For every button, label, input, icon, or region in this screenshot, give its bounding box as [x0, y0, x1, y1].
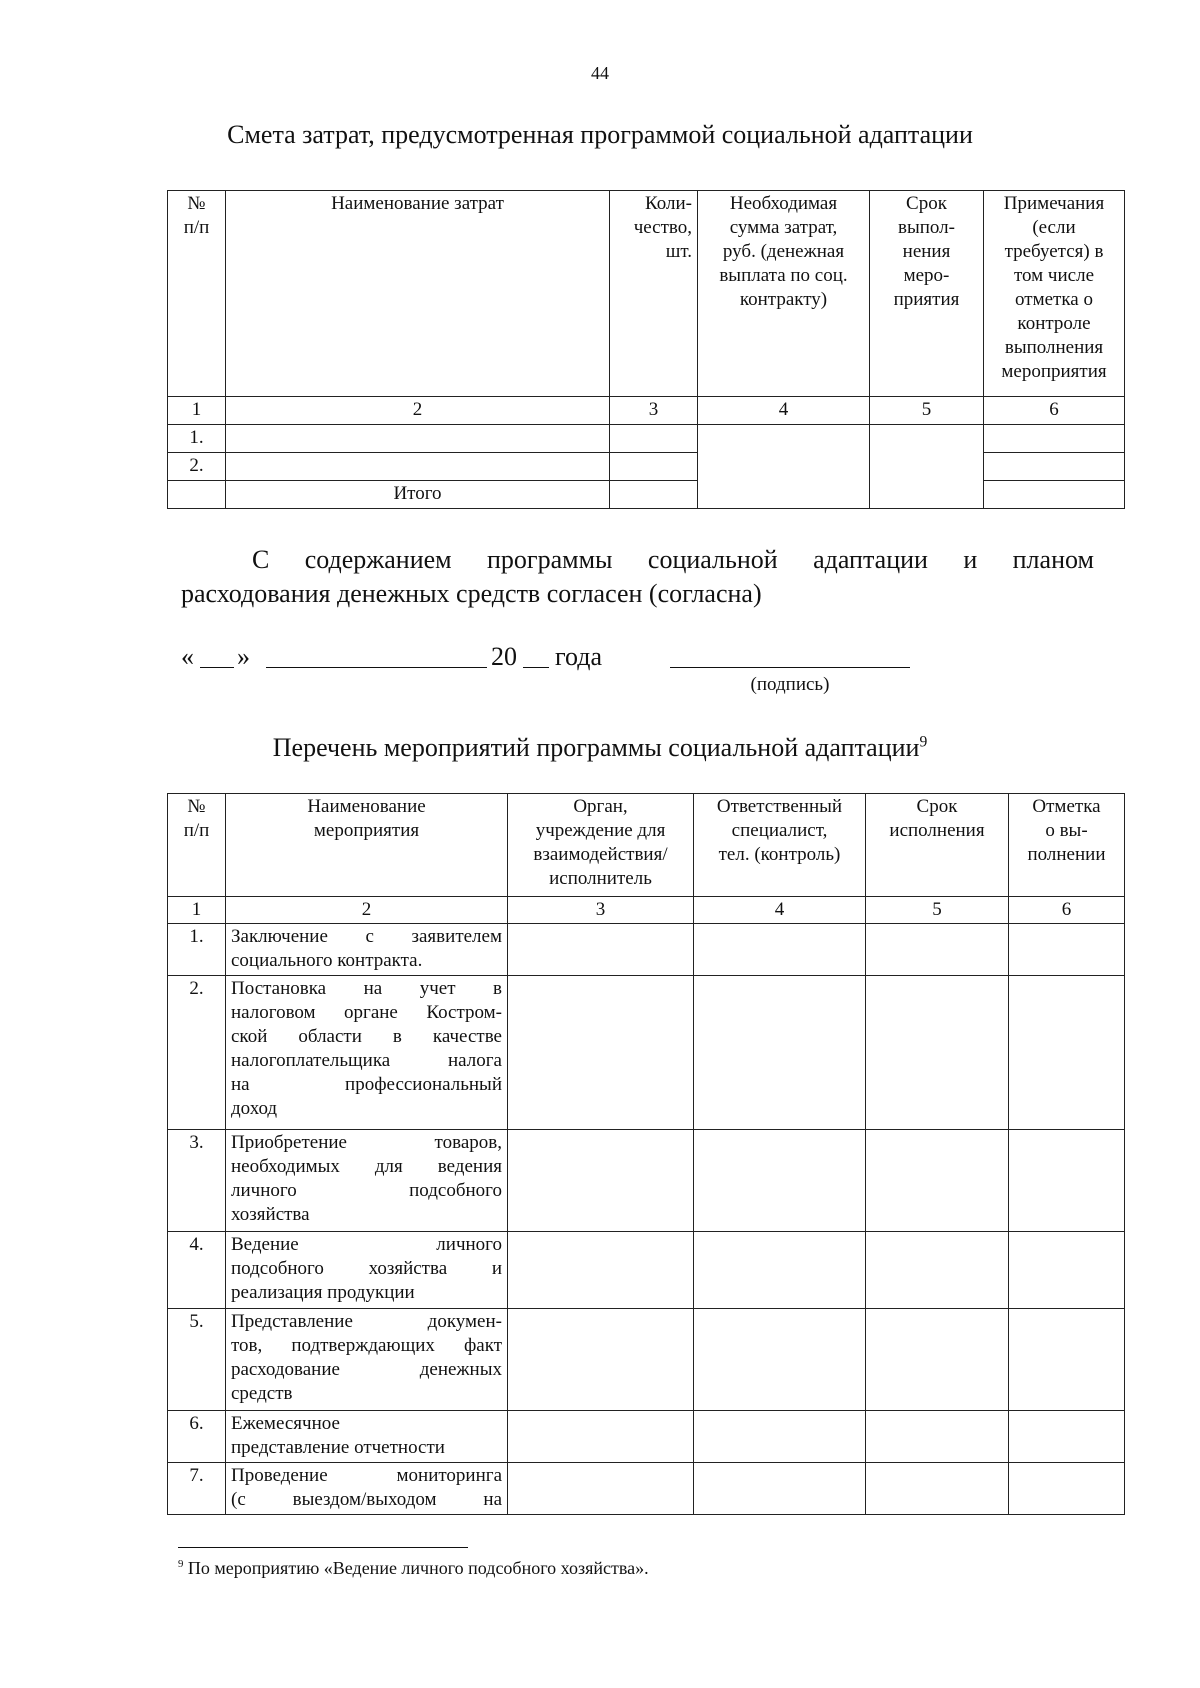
table-cell: [694, 1232, 866, 1309]
table-cell: [610, 425, 698, 453]
activity-name: Приобретение товаров, необходимых для ведения личного подсобного хозяйства: [226, 1130, 508, 1232]
footnote-mark: 9: [178, 1558, 184, 1570]
column-number-row: [168, 397, 1125, 425]
footnote-reference: 9: [919, 733, 928, 751]
cost-estimate-title: Смета затрат, предусмотренная программой социальной адаптации: [227, 120, 973, 149]
table-cell: [984, 453, 1125, 481]
table-cell: [508, 924, 694, 976]
table-cell: [168, 481, 226, 509]
table-cell: [1009, 924, 1125, 976]
table-cell: [694, 924, 866, 976]
table-cell: [610, 481, 698, 509]
activity-name: Постановка на учет в налоговом органе Костром- ской области в качестве налогоплательщика налога на профессиональный доход: [226, 976, 508, 1130]
table-cell: [1009, 1309, 1125, 1411]
table-row: [168, 1411, 1125, 1463]
table-cell: [866, 1130, 1009, 1232]
column-number-cell: 3: [508, 897, 694, 924]
table-cell: [1009, 1232, 1125, 1309]
agreement-line-1: С содержанием программы социальной адаптации и планом: [252, 545, 1094, 574]
table-row: [168, 1232, 1125, 1309]
table-cell: [984, 425, 1125, 453]
table-cell: [694, 1309, 866, 1411]
column-number-cell: 2: [226, 397, 610, 425]
header-cell: № п/п: [168, 191, 226, 397]
date-day-line[interactable]: [200, 667, 234, 668]
row-number: 1.: [168, 924, 226, 976]
table-cell: [610, 453, 698, 481]
table-row: [168, 976, 1125, 1130]
signature-line[interactable]: [670, 667, 910, 668]
page-number: 44: [591, 63, 609, 83]
total-label: Итого: [226, 481, 610, 509]
signature-caption: (подпись): [750, 674, 830, 695]
table-cell: [1009, 1411, 1125, 1463]
header-cell: Срок выпол- нения меро- приятия: [870, 191, 984, 397]
header-cell: Коли- чество, шт.: [610, 191, 698, 397]
date-month-line[interactable]: [266, 667, 487, 668]
footnote: [178, 1558, 649, 1579]
table-cell: [226, 425, 610, 453]
table-row: [168, 924, 1125, 976]
column-number-cell: 5: [870, 397, 984, 425]
date-open-quote: «: [181, 642, 194, 671]
table-cell: [1009, 1130, 1125, 1232]
table-cell: [508, 1309, 694, 1411]
table-cell: [694, 976, 866, 1130]
column-number-cell: 3: [610, 397, 698, 425]
table-header-row: [168, 794, 1125, 897]
table-cell: [1009, 976, 1125, 1130]
table-cell: [508, 1463, 694, 1515]
table-cell: [694, 1463, 866, 1515]
table-cell: [1009, 1463, 1125, 1515]
header-cell: Срок исполнения: [866, 794, 1009, 897]
table-cell: [984, 481, 1125, 509]
table-cell: [508, 976, 694, 1130]
column-number-row: [168, 897, 1125, 924]
row-number: 1.: [168, 425, 226, 453]
activities-title: Перечень мероприятий программы социальной адаптации$^9$: [272, 733, 928, 762]
header-cell: Примечания (если требуется) в том числе отметка о контроле выполнения мероприятия: [984, 191, 1125, 397]
date-close-quote: »: [237, 642, 250, 671]
year-suffix: года: [555, 642, 603, 671]
header-cell: Наименование затрат: [226, 191, 610, 397]
table-row: [168, 1463, 1125, 1515]
activity-name: Ежемесячное представление отчетности: [226, 1411, 508, 1463]
row-number: 7.: [168, 1463, 226, 1515]
agreement-line-2: расходования денежных средств согласен (согласна): [181, 579, 762, 608]
table-row: [168, 425, 1125, 453]
table-header-row: [168, 191, 1125, 397]
column-number-cell: 2: [226, 897, 508, 924]
table-row: [168, 1130, 1125, 1232]
footnote-text: По мероприятию «Ведение личного подсобного хозяйства».: [187, 1558, 649, 1578]
column-number-cell: 6: [984, 397, 1125, 425]
column-number-cell: 1: [168, 397, 226, 425]
table-cell: [508, 1411, 694, 1463]
row-number: 6.: [168, 1411, 226, 1463]
table-cell: [508, 1232, 694, 1309]
header-cell: Отметка о вы- полнении: [1009, 794, 1125, 897]
table-cell: [508, 1130, 694, 1232]
header-cell: Ответственный специалист, тел. (контроль): [694, 794, 866, 897]
table-cell: [694, 1130, 866, 1232]
header-cell: Наименование мероприятия: [226, 794, 508, 897]
table-cell: [866, 924, 1009, 976]
table-cell: [226, 453, 610, 481]
row-number: 4.: [168, 1232, 226, 1309]
row-number: 3.: [168, 1130, 226, 1232]
table-cell: [870, 425, 984, 509]
row-number: 5.: [168, 1309, 226, 1411]
column-number-cell: 5: [866, 897, 1009, 924]
year-prefix: 20: [491, 642, 517, 671]
activity-name: Заключение с заявителем социального контракта.: [226, 924, 508, 976]
table-cell: [866, 1232, 1009, 1309]
cost-estimate-table: [167, 190, 1125, 509]
table-cell: [698, 425, 870, 509]
table-cell: [694, 1411, 866, 1463]
table-row: [168, 1309, 1125, 1411]
activity-name: Представление докумен- тов, подтверждающих факт расходование денежных средств: [226, 1309, 508, 1411]
table-cell: [866, 1411, 1009, 1463]
column-number-cell: 4: [698, 397, 870, 425]
activity-name: Ведение личного подсобного хозяйства и реализация продукции: [226, 1232, 508, 1309]
activity-name: Проведение мониторинга (с выездом/выходом на: [226, 1463, 508, 1515]
year-line[interactable]: [523, 667, 549, 668]
header-cell: № п/п: [168, 794, 226, 897]
footnote-separator: [178, 1547, 468, 1548]
table-cell: [866, 1309, 1009, 1411]
column-number-cell: 4: [694, 897, 866, 924]
activities-table: [167, 793, 1125, 1515]
row-number: 2.: [168, 453, 226, 481]
table-cell: [866, 976, 1009, 1130]
column-number-cell: 6: [1009, 897, 1125, 924]
column-number-cell: 1: [168, 897, 226, 924]
table-cell: [866, 1463, 1009, 1515]
row-number: 2.: [168, 976, 226, 1130]
header-cell: Орган, учреждение для взаимодействия/ исполнитель: [508, 794, 694, 897]
header-cell: Необходимая сумма затрат, руб. (денежная выплата по соц. контракту): [698, 191, 870, 397]
